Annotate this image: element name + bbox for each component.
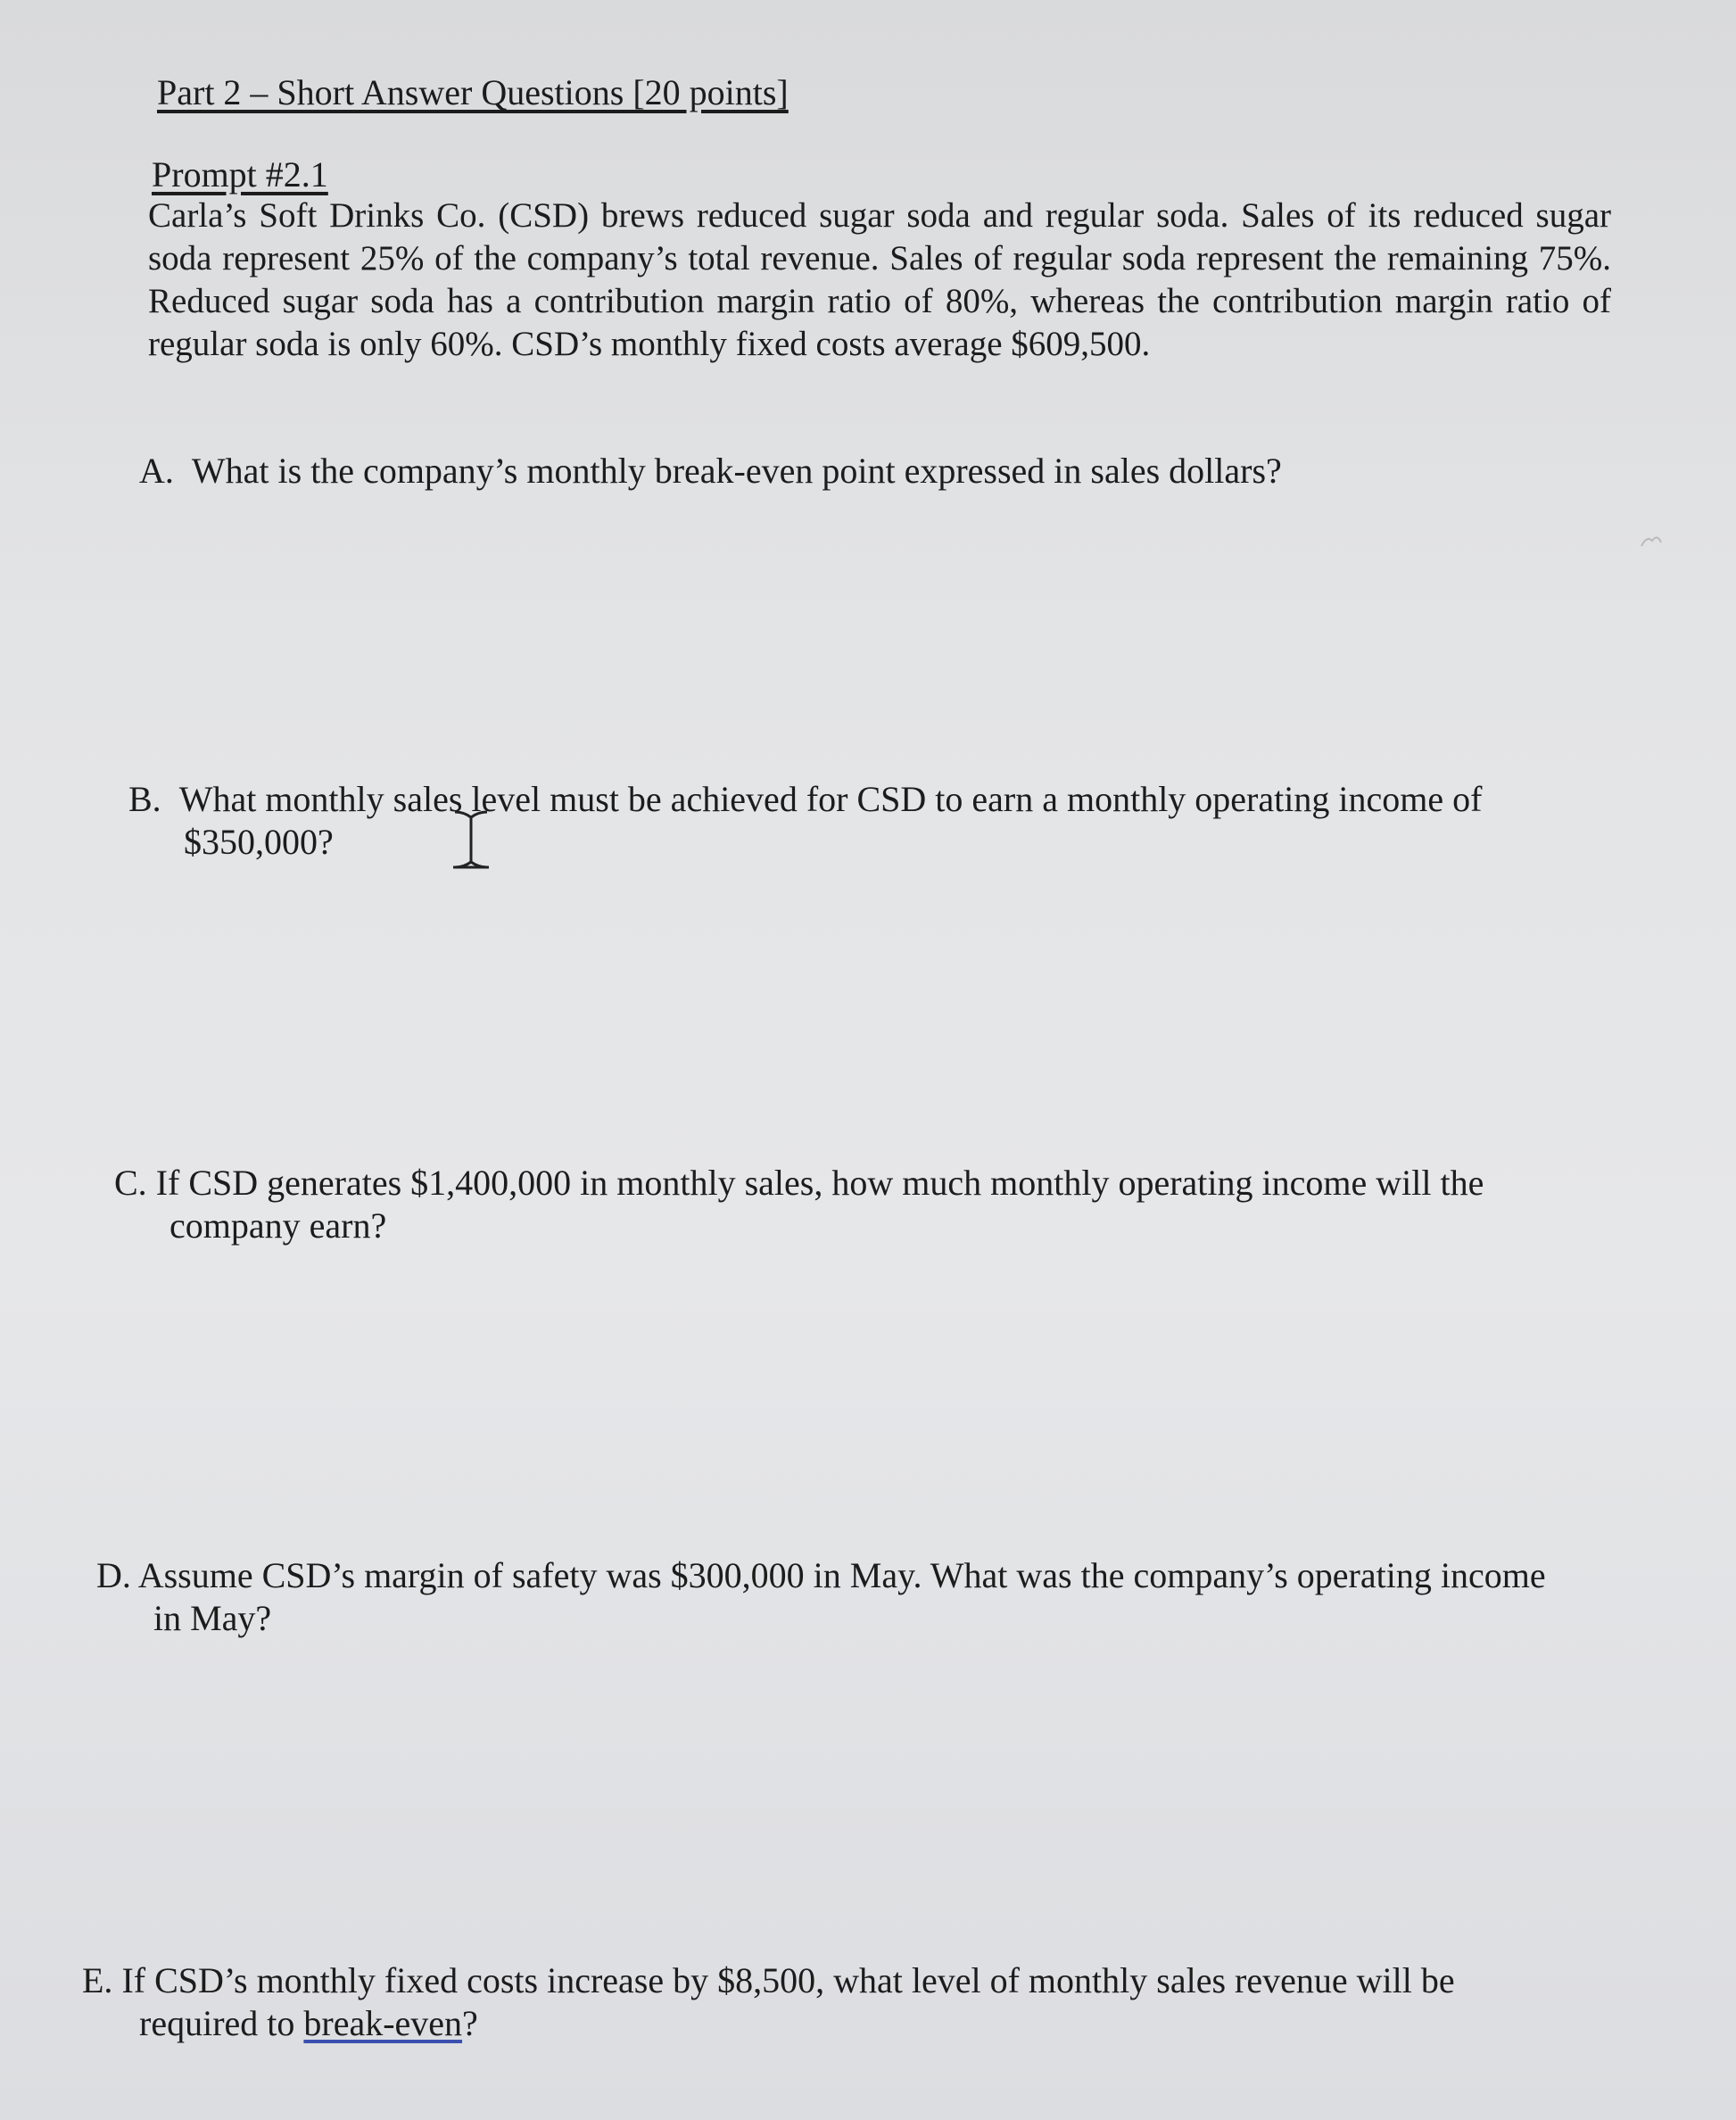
prompt-title: Prompt #2.1	[152, 154, 328, 195]
question-e-suffix: ?	[462, 2003, 478, 2043]
question-e-line1	[82, 1959, 1455, 2002]
question-b-line1	[128, 778, 1482, 821]
question-a-text: What is the company’s monthly break-even point expressed in sales dollars?	[191, 451, 1282, 491]
break-even-link[interactable]: break-even	[303, 2003, 463, 2043]
section-heading: Part 2 – Short Answer Questions [20 points]	[157, 72, 789, 112]
question-a-letter: A.	[139, 451, 174, 491]
question-d	[96, 1554, 1546, 1640]
question-b-letter: B.	[128, 779, 161, 819]
prompt-body: Carla’s Soft Drinks Co. (CSD) brews reduced sugar soda and regular soda. Sales of its reduced sugar soda represent 25% of the company’s total revenue. Sales of regular soda represent the remaining 75%. Reduced sugar soda has a contribution margin ratio of 80%, whereas the contribution margin ratio of regular soda is only 60%. CSD’s monthly fixed costs average $609,500.	[148, 196, 1611, 363]
question-d-line1	[96, 1554, 1546, 1597]
question-c-text-cont: company earn?	[169, 1205, 387, 1246]
question-a	[139, 450, 1282, 493]
question-c-letter: C.	[114, 1163, 147, 1203]
question-d-text: Assume CSD’s margin of safety was $300,000 in May. What was the company’s operating income	[137, 1555, 1546, 1595]
page-mark-icon	[1640, 532, 1663, 551]
question-b	[128, 778, 1482, 864]
question-e-letter: E.	[82, 1960, 113, 2000]
question-c-line1	[114, 1162, 1484, 1205]
question-d-letter: D.	[96, 1555, 131, 1595]
question-e	[82, 1959, 1455, 2045]
question-e-text: If CSD’s monthly fixed costs increase by $8,500, what level of monthly sales revenue will be	[121, 1960, 1455, 2000]
question-e-prefix: required to	[139, 2003, 304, 2043]
question-a-line1	[139, 450, 1282, 493]
question-b-text-cont: $350,000?	[184, 822, 334, 862]
question-c-text: If CSD generates $1,400,000 in monthly sales, how much monthly operating income will the	[155, 1163, 1484, 1203]
question-b-text: What monthly sales level must be achieved for CSD to earn a monthly operating income of	[178, 779, 1483, 819]
text-cursor-icon	[446, 808, 496, 873]
question-c	[114, 1162, 1484, 1247]
question-d-text-cont: in May?	[153, 1598, 272, 1638]
question-e-text-cont	[82, 2002, 1455, 2045]
